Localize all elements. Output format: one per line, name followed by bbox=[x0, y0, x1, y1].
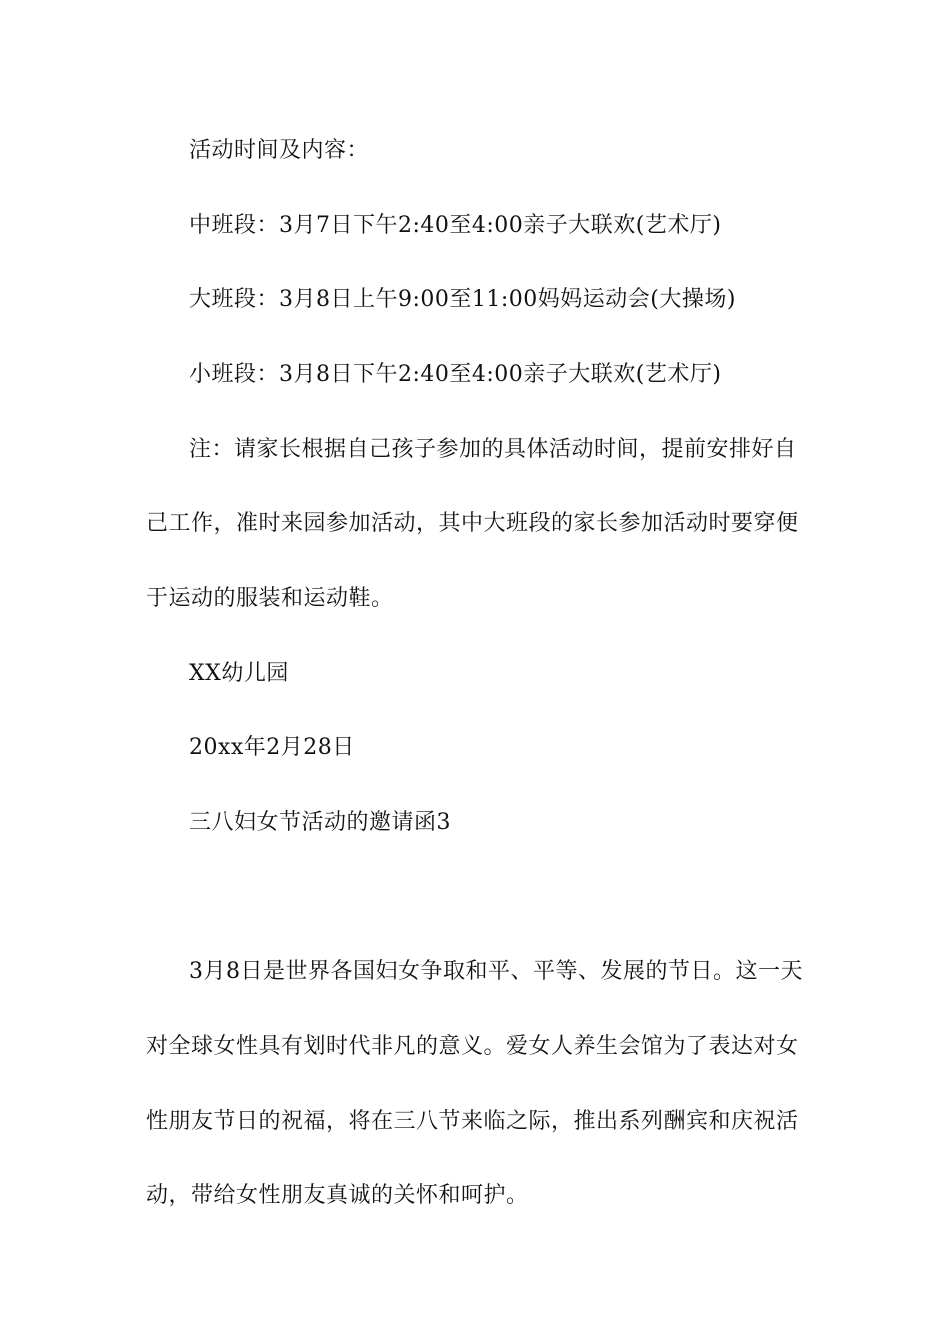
note-line: 注：请家长根据自己孩子参加的具体活动时间，提前安排好自 bbox=[189, 437, 797, 462]
note-line: 于运动的服装和运动鞋。 bbox=[146, 586, 394, 611]
paragraph-line: 对全球女性具有划时代非凡的意义。爱女人养生会馆为了表达对女 bbox=[146, 1034, 799, 1059]
schedule-line-middle: 中班段：3月7日下午2:40至4:00亲子大联欢(艺术厅) bbox=[189, 213, 722, 238]
paragraph-line: 3月8日是世界各国妇女争取和平、平等、发展的节日。这一天 bbox=[189, 959, 803, 984]
signature: XX幼儿园 bbox=[189, 661, 289, 686]
schedule-line-senior: 大班段：3月8日上午9:00至11:00妈妈运动会(大操场) bbox=[189, 287, 736, 312]
paragraph-line: 性朋友节日的祝福，将在三八节来临之际，推出系列酬宾和庆祝活 bbox=[146, 1109, 799, 1134]
paragraph-line: 动，带给女性朋友真诚的关怀和呵护。 bbox=[146, 1183, 529, 1208]
section-heading: 活动时间及内容： bbox=[189, 138, 370, 163]
next-title: 三八妇女节活动的邀请函3 bbox=[189, 810, 451, 835]
note-line: 己工作，准时来园参加活动，其中大班段的家长参加活动时要穿便 bbox=[146, 511, 799, 536]
date: 20xx年2月28日 bbox=[189, 735, 355, 760]
schedule-line-junior: 小班段：3月8日下午2:40至4:00亲子大联欢(艺术厅) bbox=[189, 362, 722, 387]
